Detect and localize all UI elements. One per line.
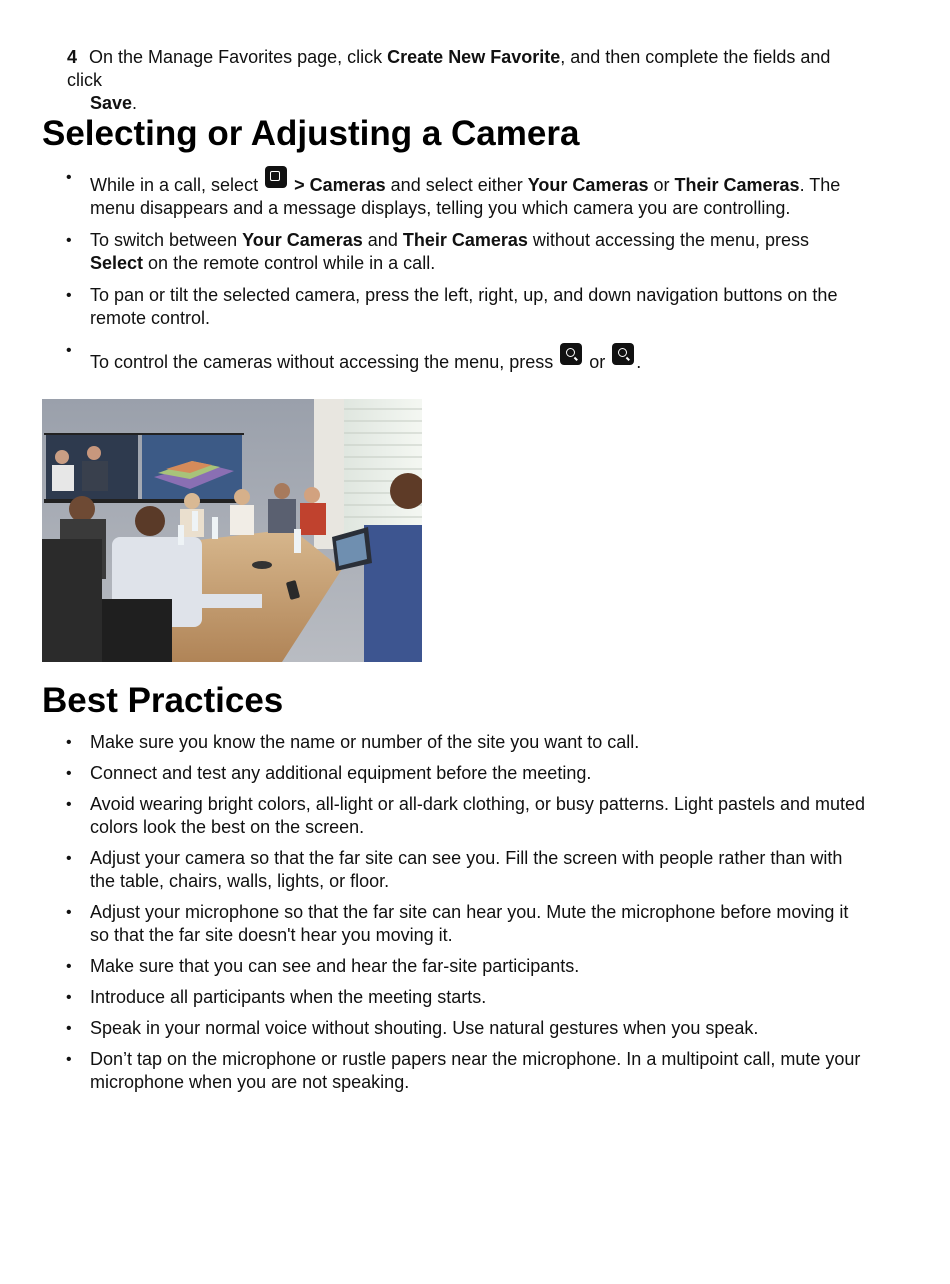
section-heading-camera: Selecting or Adjusting a Camera: [42, 114, 580, 153]
save-label: Save: [90, 93, 133, 113]
their-cameras-label: Their Cameras: [674, 175, 800, 195]
list-item: [66, 166, 866, 220]
list-item: • Avoid wearing bright colors, all-light or all-dark clothing, or busy patterns. Light pastels and muted colors look the best on the screen.: [66, 793, 866, 839]
conference-room-illustration: [42, 399, 422, 662]
your-cameras-label: Your Cameras: [242, 230, 363, 250]
bullet-text: and select either: [385, 175, 528, 195]
bullet-text: To pan or tilt the selected camera, press the left, right, up, and down navigation buttons on the remote control.: [90, 285, 838, 328]
best-practices-list: [66, 731, 866, 1102]
camera-bullet-list: [66, 166, 866, 383]
bullet-text: To control the cameras without accessing the menu, press: [90, 352, 559, 372]
bullet-text: .: [636, 352, 642, 372]
list-item: [66, 339, 866, 374]
bullet-text: without accessing the menu, press: [527, 230, 810, 250]
bullet-text: . The menu disappears and a message displays, telling you which camera you are controlling.: [90, 175, 841, 218]
step-period: .: [132, 93, 138, 113]
bullet-text: and: [362, 230, 403, 250]
list-item: • Adjust your microphone so that the far site can hear you. Mute the microphone before moving it so that the far site doesn't hear you moving it.: [66, 901, 866, 947]
bullet-text: or: [648, 175, 675, 195]
list-item: • Make sure that you can see and hear the far-site participants.: [66, 955, 866, 978]
bullet-text: on the remote control while in a call.: [143, 253, 436, 273]
list-item: • Connect and test any additional equipment before the meeting.: [66, 762, 866, 785]
section-heading-best-practices: Best Practices: [42, 681, 284, 720]
list-item: • Adjust your camera so that the far site can see you. Fill the screen with people rather than with the table, chairs, walls, lights, or floor.: [66, 847, 866, 893]
step-number: 4: [67, 47, 78, 67]
list-item: [66, 284, 866, 330]
list-item: • Make sure you know the name or number of the site you want to call.: [66, 731, 866, 754]
list-item: • Don’t tap on the microphone or rustle papers near the microphone. In a multipoint call, mute your microphone when you are not speaking.: [66, 1048, 866, 1094]
list-item: • Introduce all participants when the meeting starts.: [66, 986, 866, 1009]
select-button-label: Select: [90, 253, 144, 273]
list-item: • Speak in your normal voice without shouting. Use natural gestures when you speak.: [66, 1017, 866, 1040]
conference-room-photo: [42, 399, 422, 662]
cameras-menu-label: > Cameras: [294, 175, 386, 195]
their-cameras-label: Their Cameras: [402, 230, 528, 250]
create-new-favorite-label: Create New Favorite: [387, 47, 561, 67]
menu-button-icon: [265, 166, 287, 188]
your-cameras-label: Your Cameras: [527, 175, 649, 195]
near-camera-button-icon: [560, 343, 582, 365]
step-continuation: [67, 92, 867, 115]
bullet-text: While in a call, select: [90, 175, 264, 195]
far-camera-button-icon: [612, 343, 634, 365]
step-4: [67, 46, 867, 115]
step-text: On the Manage Favorites page, click: [89, 47, 388, 67]
step-text-cont: , and then complete the fields and click: [67, 47, 831, 90]
bullet-text: or: [584, 352, 611, 372]
list-item: [66, 229, 866, 275]
bullet-text: To switch between: [90, 230, 243, 250]
